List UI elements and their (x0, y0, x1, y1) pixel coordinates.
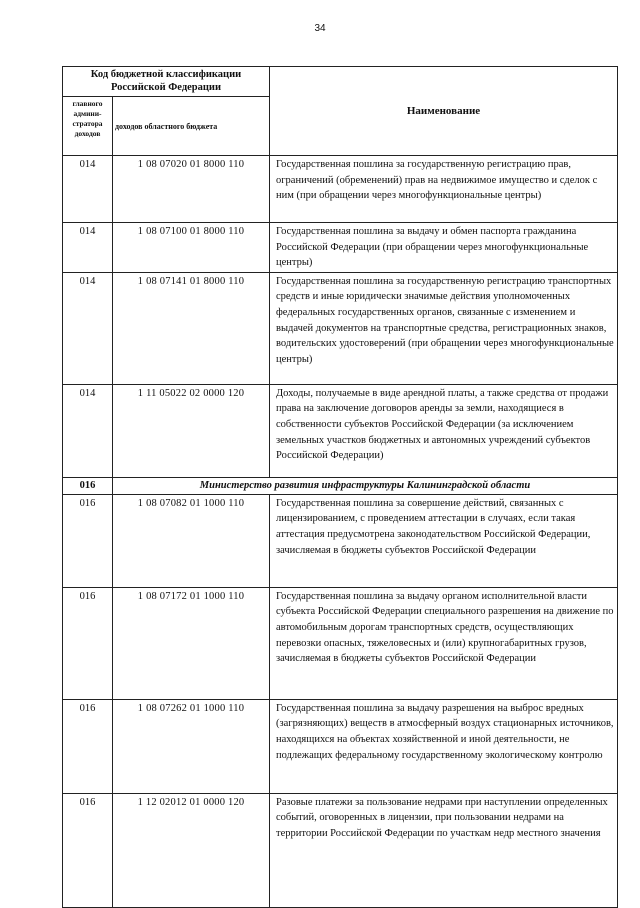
page-number: 34 (314, 23, 326, 34)
section-header-row (63, 477, 618, 494)
income-name: Государственная пошлина за совершение действий, связанных с лицензированием, с проведением аттестации в случаях, если такая аттестация предусмотрена законодательством Российской Федерации, зачисляемая в бюджеты субъектов Российской Федерации (270, 494, 618, 587)
table-row (63, 223, 618, 273)
chief-administrator-header: главного админи-стратора доходов (63, 97, 113, 156)
income-code: 1 08 07172 01 1000 110 (113, 587, 270, 699)
regional-budget-income-header: доходов областного бюджета (113, 97, 270, 156)
table-row (63, 699, 618, 793)
table-row (63, 494, 618, 587)
income-name: Разовые платежи за пользование недрами при наступлении определенных событий, оговоренных в лицензии, при пользовании недрами на территории Российской Федерации по участкам недр местного значения (270, 793, 618, 907)
income-name: Государственная пошлина за выдачу органом исполнительной власти субъекта Российской Федерации специального разрешения на движение по автомобильным дорогам транспортных средств, осуществляющих перевозки опасных, тяжеловесных и (или) крупногабаритных грузов, зачисляемая в бюджеты субъектов Российской Федерации (270, 587, 618, 699)
table-row (63, 272, 618, 384)
admin-code: 016 (63, 699, 113, 793)
admin-code: 014 (63, 156, 113, 223)
budget-classification-table (62, 66, 618, 908)
income-name: Государственная пошлина за выдачу разрешения на выброс вредных (загрязняющих) веществ в атмосферный воздух стационарных источников, находящихся на объектах хозяйственной и иной деятельности, не подлежащих федеральному государственному экологическому контролю (270, 699, 618, 793)
income-code: 1 08 07020 01 8000 110 (113, 156, 270, 223)
income-code: 1 08 07082 01 1000 110 (113, 494, 270, 587)
table-header-row (63, 67, 618, 97)
income-code: 1 08 07262 01 1000 110 (113, 699, 270, 793)
income-name: Доходы, получаемые в виде арендной платы, а также средства от продажи права на заключение договоров аренды за земли, находящиеся в собственности субъектов Российской Федерации (за исключением земельных участков бюджетных и автономных учреждений субъектов Российской Федерации) (270, 384, 618, 477)
admin-code: 014 (63, 272, 113, 384)
section-admin-code: 016 (63, 477, 113, 494)
admin-code: 016 (63, 494, 113, 587)
table-row (63, 587, 618, 699)
table-row (63, 384, 618, 477)
classification-code-header: Код бюджетной классификации Российской Федерации (63, 67, 270, 97)
income-code: 1 12 02012 01 0000 120 (113, 793, 270, 907)
income-name: Государственная пошлина за государственную регистрацию прав, ограничений (обременений) прав на недвижимое имущество и сделок с ним (при обращении через многофункциональные центры) (270, 156, 618, 223)
table-row (63, 793, 618, 907)
table-row (63, 156, 618, 223)
income-code: 1 08 07141 01 8000 110 (113, 272, 270, 384)
name-column-header: Наименование (270, 67, 618, 156)
admin-code: 014 (63, 384, 113, 477)
section-title: Министерство развития инфраструктуры Калининградской области (113, 477, 618, 494)
income-name: Государственная пошлина за выдачу и обмен паспорта гражданина Российской Федерации (при обращении через многофункциональные центры) (270, 223, 618, 273)
income-code: 1 08 07100 01 8000 110 (113, 223, 270, 273)
income-code: 1 11 05022 02 0000 120 (113, 384, 270, 477)
admin-code: 016 (63, 793, 113, 907)
income-name: Государственная пошлина за государственную регистрацию транспортных средств и иные юридически значимые действия уполномоченных федеральных государственных органов, связанные с изменением и выдачей документов на транспортные средства, регистрационных знаков, водительских удостоверений (при обращении через многофункциональные центры) (270, 272, 618, 384)
admin-code: 016 (63, 587, 113, 699)
admin-code: 014 (63, 223, 113, 273)
